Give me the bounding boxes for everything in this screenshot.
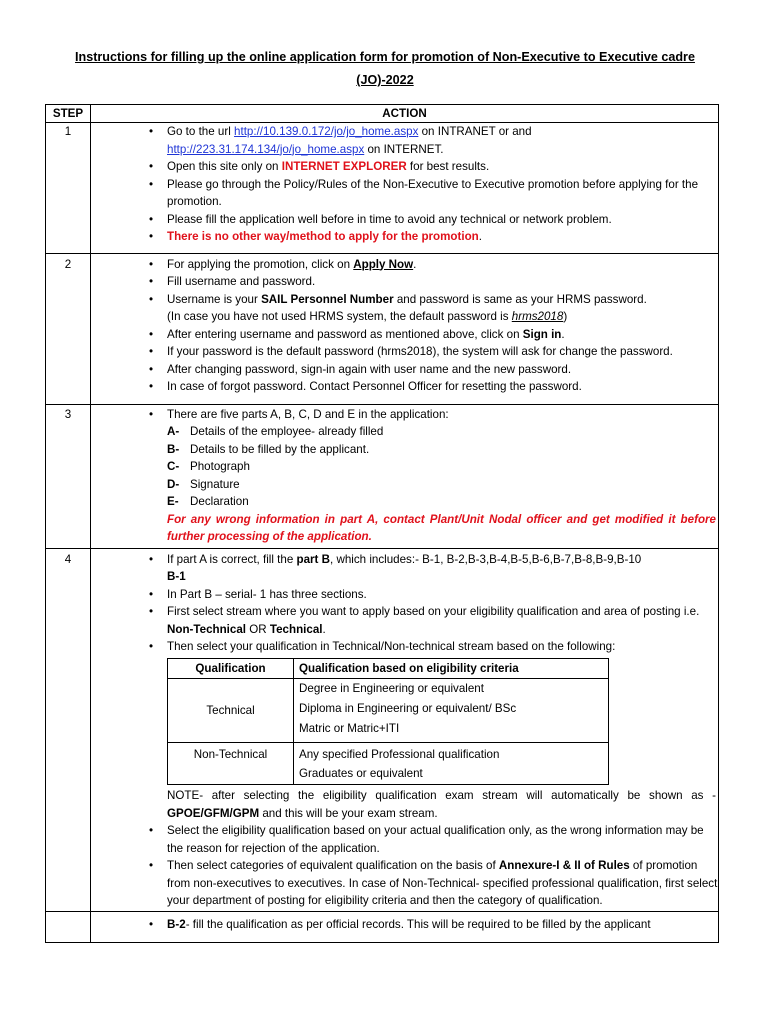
step-2-action (91, 253, 719, 404)
text: If part A is correct, fill the (167, 552, 297, 566)
title-line-1: Instructions for filling up the online application form for promotion of Non-Executive to Executive cadre (75, 50, 695, 64)
step-4-action (91, 548, 719, 911)
text: . (413, 257, 417, 271)
list-item (91, 158, 718, 176)
text: For applying the promotion, click on (167, 257, 354, 271)
list-item (91, 123, 718, 158)
text: B- (167, 442, 180, 456)
text: (In case you have not used HRMS system, the default password is (167, 310, 512, 323)
instructions-table (45, 104, 719, 943)
title-line-2: (JO)-2022 (356, 73, 414, 87)
qual-criteria: Matric or Matric+ITI (294, 719, 609, 742)
qual-header-row (168, 658, 609, 679)
internet-url-link[interactable]: http://223.31.174.134/jo/jo_home.aspx (167, 142, 365, 156)
text: , which includes:- B-1, B-2,B-3,B-4,B-5,B-6,B-7,B-8,B-9,B-10 (330, 552, 642, 566)
text: on INTRANET or and (418, 125, 532, 138)
text: Non-Technical (167, 622, 247, 636)
text: Open this site only on (167, 160, 282, 173)
text: of promotion from non-executives to executives. In case of Non-Technical- specified professional qualification, first select your department of posting for eligibility criteria and then the category of qualification. (167, 859, 718, 908)
text: D- (167, 477, 180, 491)
step-number-empty (46, 911, 91, 943)
step-3-action (91, 404, 719, 548)
list-item: • In Part B – serial- 1 has three sections. (91, 586, 718, 604)
text: NOTE- after selecting the eligibility qualification exam stream will automatically be shown as - (167, 789, 716, 803)
qual-criteria: Degree in Engineering or equivalent (294, 679, 609, 699)
browser-warning: INTERNET EXPLORER (281, 160, 407, 173)
default-password: hrms2018 (511, 310, 564, 323)
header-action: ACTION (91, 105, 719, 123)
qual-category-technical: Technical (168, 679, 294, 742)
list-item: • Select the eligibility qualification based on your actual qualification only, as the wrong information may be the reason for rejection of the application. (91, 822, 718, 857)
text: After entering username and password as mentioned above, click on (167, 327, 523, 341)
list-item: • If your password is the default password (hrms2018), the system will ask for change the password. (91, 343, 718, 361)
text: Sign in (522, 327, 562, 341)
stream-note (91, 787, 718, 822)
list-item (91, 916, 718, 934)
text: Annexure-I & II of Rules (498, 859, 630, 873)
list-item: • Fill username and password. (91, 273, 718, 291)
part-a-warning: For any wrong information in part A, contact Plant/Unit Nodal officer and get modified it before further processing of the application. (167, 512, 716, 543)
text: on INTERNET. (364, 142, 444, 156)
text: - fill the qualification as per official records. This will be required to be filled by the applicant (185, 917, 651, 931)
step-number: 2 (46, 253, 91, 404)
section-label: B-1 (167, 570, 186, 583)
parts-list (91, 423, 718, 511)
text: E- (167, 495, 179, 508)
qual-criteria: Any specified Professional qualification (294, 742, 609, 764)
list-item: • After changing password, sign-in again with user name and the new password. (91, 361, 718, 379)
intranet-url-link[interactable]: http://10.139.0.172/jo/jo_home.aspx (234, 125, 419, 138)
text: . (478, 230, 482, 243)
list-item (91, 603, 718, 638)
step-row-3 (46, 404, 719, 548)
part-item (167, 441, 718, 459)
step-number: 3 (46, 404, 91, 548)
text: Username is your (167, 292, 262, 306)
step-row-1 (46, 123, 719, 254)
qual-header-category: Qualification (168, 658, 294, 679)
text: Signature (190, 477, 240, 491)
qual-criteria: Diploma in Engineering or equivalent/ BSc (294, 699, 609, 719)
text: Declaration (190, 495, 249, 508)
text: Photograph (190, 460, 250, 473)
text: First select stream where you want to apply based on your eligibility qualification and area of posting i.e. (167, 605, 700, 618)
text: OR (246, 622, 270, 636)
step-1-action (91, 123, 719, 254)
text: Technical (269, 622, 323, 636)
part-item (167, 458, 718, 476)
text: ) (563, 310, 568, 323)
step-number: 1 (46, 123, 91, 254)
text: GPOE/GFM/GPM (167, 806, 260, 820)
no-other-method-warning: There is no other way/method to apply for the promotion (167, 230, 479, 243)
list-item: • There are five parts A, B, C, D and E in the application: (91, 406, 718, 424)
qual-category-non-technical: Non-Technical (168, 742, 294, 785)
part-item (167, 493, 718, 511)
table-header-row (46, 105, 719, 123)
step-number: 4 (46, 548, 91, 911)
text: and password is same as your HRMS password. (393, 292, 647, 306)
list-item (91, 291, 718, 326)
list-item: • Then select your qualification in Technical/Non-technical stream based on the following: (91, 638, 718, 656)
text: Then select categories of equivalent qualification on the basis of (167, 859, 499, 873)
text: Details of the employee- already filled (190, 425, 384, 438)
qual-row (168, 742, 609, 764)
text: Details to be filled by the applicant. (190, 442, 370, 456)
list-item: • Please go through the Policy/Rules of the Non-Executive to Executive promotion before applying for the promotion. (91, 176, 718, 211)
part-item (167, 423, 718, 441)
list-item: • In case of forgot password. Contact Personnel Officer for resetting the password. (91, 378, 718, 396)
text: . (561, 327, 565, 341)
list-item: • Please fill the application well before in time to avoid any technical or network problem. (91, 211, 718, 229)
section-label: B-2 (167, 917, 186, 931)
text: Go to the url (167, 125, 235, 138)
header-step: STEP (46, 105, 91, 123)
step-row-4 (46, 548, 719, 911)
page-title (40, 46, 730, 92)
text: C- (167, 460, 180, 473)
step-row-4-continued (46, 911, 719, 943)
text: and this will be your exam stream. (259, 806, 438, 820)
text: part B (296, 552, 331, 566)
list-item (91, 256, 718, 274)
qual-criteria: Graduates or equivalent (294, 764, 609, 784)
list-item (91, 857, 718, 910)
qual-header-criteria: Qualification based on eligibility criteria (294, 658, 609, 679)
list-item (91, 551, 718, 586)
text: A- (167, 425, 180, 438)
list-item (91, 326, 718, 344)
list-item (91, 228, 718, 246)
step-4-b2-action (91, 911, 719, 943)
qual-row (168, 679, 609, 699)
step-row-2 (46, 253, 719, 404)
text: SAIL Personnel Number (261, 292, 394, 306)
text: . (322, 622, 326, 636)
part-item (167, 476, 718, 494)
text: for best results. (406, 160, 490, 173)
apply-now-link[interactable]: Apply Now (353, 257, 414, 271)
qualification-table (167, 658, 609, 786)
